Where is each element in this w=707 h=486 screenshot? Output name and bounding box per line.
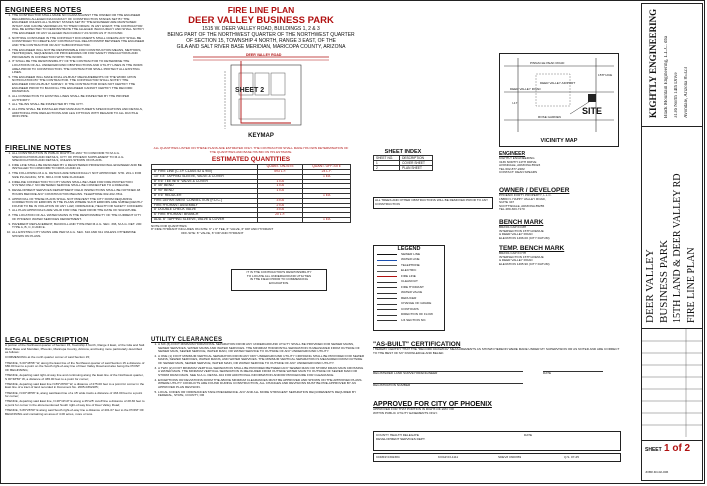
legend [373,245,445,331]
legend-symbol-icon [377,271,397,272]
quantities-cell: 6" FIRE HYDRANT BRANCH [152,213,258,218]
asbuilt-sig-2: REGISTRATION NUMBER [373,383,523,388]
quantities-cell: 1 EA [258,179,303,184]
fireline-note-item: 4. FIRELINE CONNECTION TO CITY MAINS SHALL BE USED FOR FIRE PROTECTION SYSTEM ONLY. NO METERED SERVICE SHALL BE CONNECTED TO A FIRELINE. [12,181,145,188]
quantities-cell: 1 EA [303,174,351,179]
approval-sign-box [373,431,621,451]
legend-item [374,318,444,324]
quantities-footnote-3: OFF-SITE: 6" VALVE, 6" DIP AND HYDRANT [181,230,244,235]
call-box-line-4: EXCAVATION. [268,280,290,285]
header-line-1: 1515 W. DEER VALLEY ROAD, BUILDINGS 1, 2 & 3 [202,26,320,32]
asbuilt-date: DATE [543,371,603,376]
approval-dev: DEVELOPMENT SERVICES DEPT. [376,437,426,441]
legend-symbol-icon [377,282,397,283]
sheet-index-cell: COVER SHEET [400,161,433,166]
title-block-sheet [642,440,702,482]
approval-county: COUNTY HEALTH DELEGATE [376,433,419,437]
fireline-note-item: 3. THE FOLLOWING M.A.G. DETAILS ARE SPECIFICALLY NOT APPROVED: STD. 201-1 FOR SIZE PLUGGING; STD. 360-1 FOR SIZE FLANGED. [12,172,145,179]
sheet-index-cell: 1 [374,161,400,166]
quantities-cell: 8" FIRE LINE (C.I.P. CLASS 52 & 900) [152,169,258,174]
keymap-sheet-label: SHEET 2 [235,87,265,94]
sheet-number: 1 of 2 [664,443,691,454]
temp-benchmark-line-1: BRASS CAP IN HH [499,251,526,255]
sheet-index-header-cell: DESCRIPTION [400,156,433,161]
quantities-table [151,164,351,223]
legend-label: TELEPHONE [401,262,420,267]
sheet-index-cell: 2 [374,166,400,171]
benchmark-line-1: BRASS CAP IN MH [499,225,527,229]
engineer-contact: CONTACT: DEAN SPEARS [499,170,538,175]
legend-symbol-icon [377,309,397,310]
temp-benchmark-label: TEMP. BENCH MARK [499,245,565,252]
quantities-cell: 1 EA [303,193,351,198]
call-box-line-3: IN THE FIELD PRIOR TO COMMENCING [249,277,309,282]
legend-label: SEWER LINE [401,251,421,256]
project-line-4: FIRE LINE PLAN [686,247,697,323]
fireline-note-item: 9. PAVEMENT REPLACEMENT, BACKFILL AND TYPE PER M.A.G. SEC. 336, M.A.G. DET. 200 TYPE A, B, C, D AND E. [12,223,145,230]
owner-phone: TEL 480-303-7170 [499,207,525,212]
sheet-label: SHEET [645,447,662,453]
legend-label: WATER VALVE [401,290,423,295]
firm-name: KIGHTLY ENGINEERING [648,8,658,118]
vicinity-airport: DEER VALLEY AIRPORT [540,81,576,85]
keymap [191,51,331,139]
quantities-cell: 3 EA [258,198,303,203]
quantities-cell: 1 EA [258,184,303,189]
quantities-footnote-1: NOTE FOR QUANTITIES: [151,223,188,228]
header-line-4: GILA AND SALT RIVER BASE MERIDIAN, MARICOPA COUNTY, ARIZONA [176,44,346,50]
vicinity-map [499,53,619,147]
legal-description [5,335,145,418]
engineer-phone: TEL 602-877-2282 [499,166,525,171]
plan-subtitle: DEER VALLEY BUSINESS PARK [188,15,334,26]
legend-symbol-icon [377,260,397,261]
legal-paragraphs [5,344,145,416]
temp-benchmark-line-4: ELEVATION 1465.90 (CITY DATUM) [499,261,550,266]
approval-cdmf: CDMF# 0302384 [376,455,400,459]
approval-ids [373,453,621,462]
legend-label: REDUCER [401,295,417,300]
utility-note-item: 2. A ONE (1) FOOT MINIMUM VERTICAL SEPARATION FROM ANY DRY UNDERGROUND UTILITY CROSSING SHALL BE PROVIDED FOR SEWER MAINS, SEWER SERVICES, WATER MAINS, AND WATER SERVICES. THE MINIMUM VERTICAL SEPARATION IS MEASURED FROM OUTSIDE OF SEWER MAIN, SEWER SERVICE, WATER MAIN, OR WATER SERVICE TO OUTSIDE OF ANY UNDERGROUND UTILITY. [158,355,365,366]
owner-name: PHOENIX FORTY PROPERTY, L.L.C. [499,193,552,197]
trees-note-text: ALL TREES AND OTHER OBSTRUCTIONS WILL BE REMOVED PRIOR TO ANY CONSTRUCTION [375,198,489,206]
legend-symbol-icon [377,265,397,266]
job-number: JOB# 4D-02-006 [645,470,669,474]
approval-title: APPROVED FOR CITY OF PHOENIX [373,401,492,408]
fireline-notes-list [5,152,145,238]
engineers-notes [5,5,145,120]
quantities-cell: 24 L.F. [303,169,351,174]
legend-label: FIRE LINE [401,273,416,278]
vicinity-road-top: PINNACLE PEAK ROAD [530,61,565,65]
engineer-addr-2: AVONDALE, ARIZONA 85323 [499,163,541,168]
quantities-cell: 2 EA [258,203,303,208]
project-line-1: DEER VALLEY [644,249,656,323]
sheet-index-title: SHEET INDEX [384,149,422,155]
engineers-note-item: 3. THE ENGINEER WILL NOT BE RESPONSIBLE FOR CONSTRUCTION MEANS, METHODS, TECHNIQUES, SEQUENCES OR PROCEDURES OR FOR SAFETY PRECAUTIONS AND PROGRAMS IN CONNECTION WITH THE WORK. [12,49,145,60]
sheet-index-row [374,166,433,171]
title-block-firm [642,4,702,124]
quantities-header-cell: QUANT. ON-SITE [258,165,303,170]
sheet-index-header [374,156,433,161]
legal-paragraph: COMMENCING at the north quarter corner of said Section 15; [5,355,90,360]
legend-symbol-icon [377,287,397,288]
legend-label: FIRE HYDRANT [401,284,424,289]
utility-clearances [151,337,365,399]
engineers-note-item: 2. NOTHING CONTAINED IN THE CONTRACT DOCUMENTS SHALL CREATE ANY SHALL BE CONSTRUED TO CREATE ANY CONTRACTUAL RELATIONSHIP BETWEEN THE ENGINEER AND THE CONTRACTOR OR ANY SUBCONTRACTOR. [12,37,145,48]
legend-symbol-icon [377,315,397,316]
engineers-note-item: 1. THE CONTRACTOR SHALL MAKE NO CLAIM AGAINST THE OWNER OR THE ENGINEER REGARDING ALLEGED INACCURACY OF CONSTRUCTION STAKES SET BY THE ENGINEER UNLESS ALL SURVEY STAKES SET BY THE ENGINEER ARE MAINTAINED INTACT AND CAN BE VERIFIED AS TO THEIR ORIGIN. IN ANY EVENT, THE CONTRACTOR WILL BE EXPECTED TO DEMONSTRATE THE ALLEGED INACCURACY AND SHALL NOTIFY THE ENGINEER OF ANY ALLEGED INACCURACY AS SOON AS IT IS FOUND. [12,14,145,35]
benchmark-block [499,219,619,240]
project-line-3: 15TH LAND & DEER VALLEY RD [672,173,683,323]
utility-note-item: 3. A TWO (2) FOOT MINIMUM VERTICAL SEPARATION SHALL BE PROVIDED BETWEEN ANY SEWER MAIN OR STORM DRAIN MAIN CROSSING A WATER MAIN. THE MINIMUM VERTICAL SEPARATION IS MEASURED FROM OUTSIDE WATER MAIN TO OUTSIDE OF SEWER MAIN OR STORM DRAIN MAIN. SEE M.A.G. DETAIL 404 FOR ADDITIONAL INFORMATION AND/OR PROCEDURE FOR CLEARANCE. [158,367,365,378]
temp-benchmark-line-2: INTERSECTION 15TH AVENUE [499,254,544,259]
quantities-cell: FIRE DEPARTMENT CONNECTION (F.D.C.) [152,198,258,203]
engineers-note-item: 7. ALL TIE-INS SHALL BE INSPECTED BY THE CITY. [12,103,145,107]
vicinity-col: 15TH AVE [598,73,613,77]
legend-label: CHANGE OF GRADE [401,301,432,306]
utility-note-item: 4. EXCEPTIONS OR DEVIATIONS FROM THE ABOVE MINIMUM CLEARANCES MUST BE APPROVED AND SHOWN ON THE APPROVED PLANS. WHERE UTILITY CONFLICTS ARE FOUND DURING CONSTRUCTION, ALL CHANGES AND REVISIONS MUST BE PRE-APPROVED BY AN APPROVED PLAN REVISION. [158,379,365,390]
legend-title: LEGEND [397,246,421,252]
keymap-drawing [191,51,331,139]
plan-title: FIRE LINE PLAN [227,5,295,15]
legend-list [374,252,444,324]
sheet-index-table [373,155,433,171]
legend-symbol-icon [377,254,397,255]
call-box-line-1: IT IS THE CONTRACTOR'S RESPONSIBILITY [246,270,312,274]
utility-list [151,343,365,398]
asbuilt-title: "AS-BUILT" CERTIFICATION [373,341,461,348]
owner-label: OWNER / DEVELOPER [499,187,570,194]
fireline-notes-title: FIRELINE NOTES [5,143,72,152]
sheet-index [373,149,433,171]
legal-paragraph: THENCE, S 89°26'50" E along said South right-of-way line a distance of 401.07 feet to the POINT OF BEGINNING and containing an area of 4.00 acres, more or less. [5,408,144,416]
fireline-note-item: 10. ALL EXISTING CITY MAINS ARE PER M.A.G. SEC. 610 AND 611 UNLESS OTHERWISE SHOWN ON PLANS. [12,231,145,238]
legend-label: WATER LINE [401,257,420,262]
temp-benchmark-line-3: & DEER VALLEY ROAD [499,258,533,263]
header-line-3: OF SECTION 15, TOWNSHIP 4 NORTH, RANGE 3 EAST, OF THE [186,38,336,44]
legal-paragraph: A portion of the Northwest quarter of Section 15, Township 4 North, Range 2 East, of the Gila and Salt River Base and Meridian, Phoenix, Maricopa County, Arizona, and being more particularly described as follows: [5,343,145,355]
legend-symbol-icon [377,298,397,299]
keymap-road-label: DEER VALLEY ROAD [246,53,282,57]
approval-sub-1: APPROVED FOR THAT PORTION IN RIGHT-OF-WAY OR [373,407,454,411]
quantities-cell: 8" 90° BEND [152,189,258,194]
temp-benchmark-block [499,245,619,266]
owner-addr-3: SCOTTSDALE, ARIZONA 85255 [499,203,545,208]
benchmark-label: BENCH MARK [499,219,544,226]
engineers-notes-list [5,14,145,119]
legend-label: ELECTRIC [401,268,417,273]
legend-symbol-icon [377,276,397,277]
utility-note-item: 5. LOCAL CODES OR ORDINANCES TAKE PRECEDENCE. ANY AND ALL MORE STRINGENT SEPARATION REQUIREMENTS REQUIRED BY FEDERAL, STATE, COUNTY, OR [158,391,365,398]
quantities-title: ESTIMATED QUANTITIES [211,156,291,164]
legend-label: CONTOURS [401,306,419,311]
owner-addr-1: 15880 N. HAPPY VALLEY ROAD, [499,196,546,201]
engineers-notes-title: ENGINEERS NOTES [5,5,82,14]
asbuilt-block [373,341,623,387]
quantities-cell: FIRE HYDRANT ASSEMBLY [152,203,258,208]
owner-block [499,187,619,212]
fireline-note-item: 1. ALL CONSTRUCTION IN PUBLIC RIGHT-OF-WAY TO CONFORM TO M.A.G. SPECIFICATIONS AND DETAILS, CITY OF PHOENIX SUPPLEMENT TO M.A.G. SPECIFICATIONS AND DETAILS, UNLESS SHOWN ON PLANS. [12,152,145,163]
legal-paragraph: THENCE, departing said East line N 89°26'50" W, a distance of 275.00 feet to a point for corner in the East line of a tract of land recorded in Document No. 2005-0362185; [5,381,145,390]
engineers-note-item: 8. ALL PIPE SHALL BE INSTALLED PER MANUFACTURER'S SPECIFICATIONS AND DETAILS, ADDITIONAL PIPE REFLECTIONS AND LEG FITTINGS WITH REGARD TO ALL DUCTILE IRON PIPE. [12,108,145,119]
engineers-note-item: 5. THE ENGINEER WILL MAKE FINAL AS-BUILT MEASUREMENTS OF THE WORK UPON NOTIFICATION BY THE CONTRACTOR. THE CONTRACTOR SHALL NOTIFY THE ENGINEER FOR AS-BUILT SURVEY. IF THE CONTRACTOR DOES NOT CERTIFY THE ENGINEER PRIOR TO BACKFILL THE ENGINEER CANNOT CERTIFY THE RECORD DRAWINGS. [12,76,145,94]
title-block-revisions [642,328,702,438]
benchmark-line-4: ELEVATION 1466.00 (CITY DATUM) [499,235,550,240]
engineer-label: ENGINEER [499,151,526,157]
quantities-cell: ADD. 6" TAPPING SLEEVE, VALVE & COVER [152,217,258,222]
fireline-note-item: 8. THE LOCATION OF ALL WATER MAINS IS THE RESPONSIBILITY OF THE CURRENT CITY OF PHOENIX WATER SERVICES DEPARTMENT. [12,214,145,221]
quantities-cell: 10" x 8" TAPPING SLEEVE, VALVE & COVER [152,174,258,179]
vicinity-drawing [500,54,618,134]
quantities-cell: 593 L.F. [258,169,303,174]
fireline-note-item: 5. DEVELOPMENT SERVICES DEPARTMENT FIELD INSPECTIONS SHALL BE NOTIFIED 48 HOURS BEFORE ANY CONSTRUCTION BEGINS. TELEPHONE 602-262-7811. [12,189,145,196]
keymap-label: KEYMAP [248,133,274,139]
fireline-note-item: 2. FIRE LINE SHALL BE DESIGNED BY A REGISTERED PROFESSIONAL ENGINEER AND BE INSTALLED TO CONFORM TO NFPA 13 AND 24. [12,164,145,171]
quantities-cell [258,217,303,222]
trees-note [373,197,493,209]
quantities-cell: 8" x 6" TEE W/ 6" VALVE & COVER [152,179,258,184]
quantities-cell: 1 EA [303,217,351,222]
fireline-note-item: 6. APPROVAL OF THESE PLANS SHALL NOT PREVENT THE CITY FROM REQUIRING CORRECTION OF ERRORS IN THE PLANS WHERE SUCH ERRORS ARE SUBSEQUENTLY FOUND TO BE IN VIOLATION OF ANY LAW, ORDINANCE, HEALTH OR SAFETY CONCERN. [12,198,145,209]
legal-paragraph: THENCE, departing said East line, N 48°19'10" E along a 25'x25' cutoff line a distance of 28.30 feet to a point for corner in the aforementioned South right-of-way line of Deer Valley Road; [5,399,145,407]
revisions-grid [642,329,702,437]
plan-header [151,5,371,50]
quantities-section [151,147,351,236]
engineer-addr-1: 3136 NORTH 14TH DRIVE [499,159,537,164]
vicinity-site: SITE [582,106,603,116]
legend-label: DIRECTION OF FLOW [401,312,433,317]
project-line-2: BUSINESS PARK [658,239,670,323]
engineers-note-item: 4. IT SHALL BE THE RESPONSIBILITY OF THE CONTRACTOR TO DETERMINE THE LOCATIONS OF ALL UNDERGROUND OBSTRUCTIONS AND UTILITY LINES IN THE WORK AREA PRIOR TO CONSTRUCTION. THE CONTRACTOR SHALL PROTECT ALL EXISTING LINES. [12,60,145,74]
vicinity-road-bottom: ROSE GARDEN [538,115,561,119]
firm-addr: 3136 North 14th Drive [674,72,679,118]
firm-city: Avondale, Arizona 85323 [684,66,689,118]
call-box-line-2: TO LOCATE ALL UNDERGROUND UTILITIES [246,273,312,278]
quantities-footnote-2: 8" FIRE HYDRANT INCLUDES ON-SITE: 6" x 6" TEE, 6" VALVE, 6" DIP AND HYDRANT [151,227,274,232]
benchmark-line-3: & DEER VALLEY ROAD [499,232,533,237]
call-before-dig-box [231,269,327,291]
vicinity-label: VICINITY MAP [540,138,578,144]
asbuilt-text: I HEREBY CERTIFY THAT THE "RECORD DRAWING" MEASUREMENTS AS SHOWN HEREON WERE MADE UNDER MY SUPERVISION OR AS NOTED AND ARE CORRECT TO THE BEST OF MY KNOWLEDGE AND BELIEF. [373,347,620,355]
approval-block [373,401,623,483]
legend-symbol-icon [377,320,397,321]
legal-description-title: LEGAL DESCRIPTION [5,335,89,344]
approval-date: DATE [524,433,533,437]
legend-symbol-icon [377,304,397,305]
title-block-project [642,126,702,326]
benchmark-line-2: INTERSECTION 15TH AVENUE [499,228,544,233]
legal-paragraph: THENCE, departing said right-of-way line and continuing along the East line of the Northwest quarter, S 00°48'56" W, a distance of 465.00 feet to a point for corner; [5,372,144,381]
quantities-header-cell: QUANT. OFF-SITE [303,165,351,170]
quantities-cell: 8" x 6" REDUCER [152,193,258,198]
legal-paragraph: THENCE, S 00°48'56" W, along the East line of the Northwest quarter of said Section 15 a distance of 680.00 feet to a point on the South right-of-way line of Deer Valley Road and also being the POINT OF BEGINNING; [5,360,145,372]
quantities-cell: 20 L.F. [258,213,303,218]
approval-sdev: SDEV# 0300359 [498,455,522,459]
legend-label: CLEANOUT [401,279,418,284]
header-line-2: BEING PART OF THE NORTHWEST QUARTER OF THE NORTHWEST QUARTER [167,32,355,38]
quantities-row [152,217,351,222]
asbuilt-sig-1: REGISTERED LAND SURVEYOR/ENGINEER [373,371,523,376]
title-block [641,3,703,481]
approval-sub-2: WITHIN PUBLIC UTILITY EASEMENTS ONLY. [373,410,438,415]
vicinity-road-mid: DEER VALLEY ROAD [510,87,541,91]
quantities-note: ALL QUANTITIES LISTED ON THESE PLANS ARE ESTIMATED ONLY. THE CONTRACTOR SHALL MAKE HIS OWN DETERMINATION OF THE QUANTITIES AND BASE HIS BID ON HIS ESTIMATE. [153,146,349,154]
engineer-block [499,151,619,175]
utility-note-item: 1. A SIX (6) FOOT MINIMUM HORIZONTAL SEPARATION FROM ANY UNDERGROUND UTILITY SHALL BE PROVIDED FOR SEWER MAINS, SEWER SERVICES, WATER MAINS AND WATER SERVICES. THE MINIMUM HORIZONTAL SEPARATION IS MEASURED FROM OUTSIDE OF SEWER MAIN, SEWER SERVICE, WATER MAIN, OR WATER SERVICE TO OUTSIDE OF ANY UNDERGROUND UTILITY. [158,343,365,354]
fireline-notes [5,143,145,239]
legend-label: 1/4 SECTION NO. [401,317,427,322]
sheet-index-header-cell: SHEET NO. [374,156,400,161]
owner-addr-2: SUITE 347 [499,200,515,205]
quantities-cell: 8" DOUBLE CHECK VALVE [152,208,258,213]
utility-title: UTILITY CLEARANCES [151,337,223,343]
vicinity-i17: I-17 [512,101,518,105]
engineer-name: KIGHTLY ENGINEERING [499,156,535,160]
legal-paragraph: THENCE, N 00°48'56" E, along said East line of a 15' wide tracts a distance of 433.00 feet to a point for corner; [5,390,143,399]
fireline-note-item: 7. ALL PLAN APPROVALS ARE VALID FOR ONE YEAR FROM THE DATE OF SIGNATURE. [12,209,145,213]
approval-kiva: KIVA# 03-1111 [438,455,459,459]
quantities-cell: 1 EA [258,189,303,194]
sheet-index-cell: PLAN SHEET [400,166,433,171]
quantities-cell: 3 EA [258,208,303,213]
legend-symbol-icon [377,293,397,294]
approval-qs: Q.S. 07-25 [564,455,579,459]
quantities-cell: 8" 45° BEND [152,184,258,189]
firm-sub: Black Mountain Engineering, L.L.C. dba [664,35,669,118]
engineers-note-item: 6. ALL CONNECTION TO EXISTING LINES SHALL BE INSPECTED BY THE PROPER AUTHORITY. [12,95,145,102]
